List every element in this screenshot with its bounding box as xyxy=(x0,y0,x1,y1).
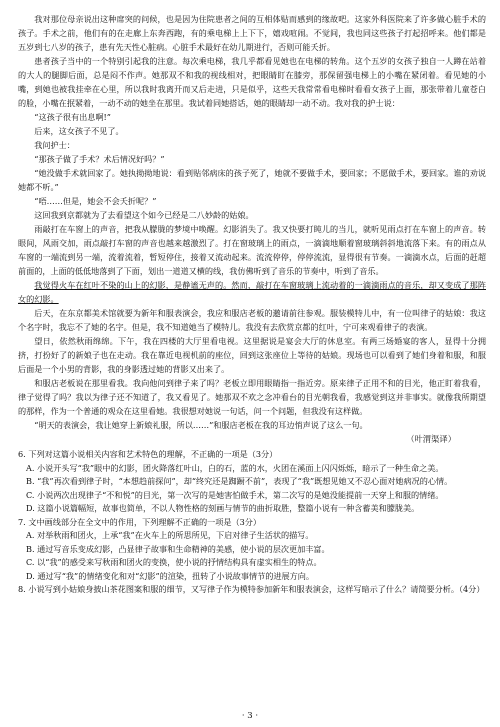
question-stem: 8. 小说写到小姑娘身披山茶花图案和服的细节，又写律子作为模特参加新年和服表演会，这样写暗示了什么？请简要分析。（4分） xyxy=(18,584,485,594)
option-a: A. 小说开头写“我”眼中的幻影，团火降落红叶山，白的石，蓝的水，火团在溪面上闪闪烁烁，暗示了一种生命之美。 xyxy=(26,462,444,473)
option-d: D. 这篇小说篇幅短，故事也简单，不以人物性格的刻画与情节的曲折取胜，整篇小说有一种含蓄美和朦胧美。 xyxy=(26,503,420,513)
option-c: C. 以“我”的感受来写秋雨和团火的变换，使小说的抒情结构具有虚实相生的特点。 xyxy=(26,557,322,567)
option-c: C. 小说两次出现律子“不和悦”的目光，第一次写的是她害怕做手术，第二次写的是她没能提前一天穿上和服的情绪。 xyxy=(26,489,444,500)
option-a: A. 对举秋雨和团火，上承“我”在火车上的所思所见，下启对律子生活状的描写。 xyxy=(26,530,314,540)
dialogue-line: 这回我到京都就为了去看望这个如今已经是二八妙龄的姑娘。 xyxy=(34,210,254,220)
story-body xyxy=(18,12,486,446)
story-paragraph: 和服店老板说在那里看我。我向他问到律子来了吗？老板立即用眼睛指一指近旁。原来律子正用不和的目光，他正盯着我看，律子觉得了吗？我以为律子还不知道了，我又看见了。她那双不欢之念冲看台的目光朝我看，我感觉到这并非事实。就像我所期望的那样，作为一个普通的观众在这里看她。我很想对她说一句话，问一个问题，但我没有这样做。 xyxy=(18,378,486,416)
story-paragraph-rain: 雨敲打在车窗上的声音，把我从朦胧的梦境中唤醒。幻影消失了。我又快要打盹儿的当儿，就听见雨点打在车窗上的声音。转眼间，风雨交加，雨点敲打车窗的声音也越来越激烈了。打在窗玻璃上的雨点，一滴滴地顺着窗玻璃斜斜地流落下来。有的雨点从车窗的一端流到另一端，流着流着，暂短停住，接着又流动起来。流流停停，停停流流，显得很有节奏。一滴滴水点，后面的赶超前面的，上面的低低地落到了下面，划出一道道又横的线，我仿佛听到了音乐的节奏中，听到了音乐。 xyxy=(18,224,486,276)
dialogue-line: “这孩子很有出息啊!” xyxy=(34,112,111,122)
dialogue-line: “她没做手术就回家了。她执拗拗地说：看到贴邻病床的孩子死了，她就不要做手术，要回家；不愿做手术，要回家。谁的劝说她都不听。” xyxy=(18,168,486,192)
story-paragraph: 患者孩子当中的一个特别引起我的注意。每次乘电梯，我几乎都看见她也在电梯的转角。这个五岁的女孩子独自一人蹲在站着的大人的腿脚后面，总是闷不作声。她那双不和我的视线相对，把眼睛盯在膝旁，那保留强电梯上的小嘴在紧闭着。看见她的小嘴，到她也被我挂牵在心里，所以我时我离开而又后走进，只是似乎，这些天我常常看电梯时看看女孩子上面，那张带着儿童苍白的脸，小嘴在抿紧着，一动不动的她坐在那里。我试着同她搭话，她的眼睛却一动不动。我对我的护士说： xyxy=(18,56,486,108)
translator-credit: （叶渭渠译） xyxy=(406,434,456,444)
page-number: · 3 · xyxy=(241,711,259,721)
question-stem: 6. 下列对这篇小说相关内容和艺术特色的理解，不正确的一项是（3分） xyxy=(18,449,278,459)
dialogue-line: “那孩子做了手术？术后情况好吗？” xyxy=(34,154,165,164)
story-paragraph: 后天，在东京都美术馆就要为新年和服表演会，我应和服店老板的邀请前往参观。服装模特儿中，有一位叫律子的姑娘：我这个名字时，我忘不了她的名字。但是，我不知道她当了模特儿。我没有去欣赏京都的红叶，宁可来观看律子的表演。 xyxy=(18,308,486,332)
story-paragraph: 望日，依然秋雨绵绵。下午，我在四楼的大厅里看电视。这里据说是宴会大厅的休息室。有两三场婚宴的客人，显得十分拥挤，打扮好了的新娘子也在走动。我在靠近电视机前的座位，回到这张座位上等待的姑娘。现场也可以看到了她们身着和服，和服后面是一个小男的背影，我的身影透过她的背影又出来了。 xyxy=(18,336,486,374)
dialogue-line: “唔……但是，她会不会夭折呢？” xyxy=(34,196,157,206)
option-b: B. “我”再次看到律子时，“本想趋前探问”，却“终究还是踟蹰不前”，表现了“我”既想见她又不忍心面对她病况的心情。 xyxy=(26,476,453,486)
dialogue-line: 后来，这女孩子不见了。 xyxy=(34,126,124,136)
question-stem: 7. 文中画线部分在全文中的作用，下列理解不正确的一项是（3分） xyxy=(18,516,262,527)
dialogue-line: 我问护士： xyxy=(34,140,75,150)
option-b: B. 通过写音乐变成幻影，凸显律子故事和生命精神的美感，使小说的层次更加丰富。 xyxy=(26,543,330,554)
story-paragraph: “明天的表演会，我让她穿上新娘礼服，所以……”和服店老板在我的耳边悄声说了这么一句。 xyxy=(34,420,368,430)
questions xyxy=(18,448,486,597)
story-paragraph: 我对那位母亲说出这种席突的问候，也是因为住院患者之间的互相体贴而感到的缘故吧。这家外科医院来了许多做心脏手术的孩子。手术之前，他们有的在走廊上东奔西跑，有的乘电梯上上下下，嬉戏喧闹。不觉间，我也同这些孩子打起招呼来。他们都是五岁到七八岁的孩子，患有先天性心脏病。心脏手术最好在幼儿期进行，否则可能夭折。 xyxy=(18,14,486,52)
underlined-passage: 我觉得火车在红叶不染的山上的幻影，是静谧无声的。然而，敲打在车窗玻璃上流动着的一滴滴雨点的音乐，却又变成了那阵女的幻影。 xyxy=(18,280,486,304)
option-d: D. 通过写“我”的情绪变化和对“幻影”的渲染，扭转了小说故事情节的进展方向。 xyxy=(26,570,315,581)
